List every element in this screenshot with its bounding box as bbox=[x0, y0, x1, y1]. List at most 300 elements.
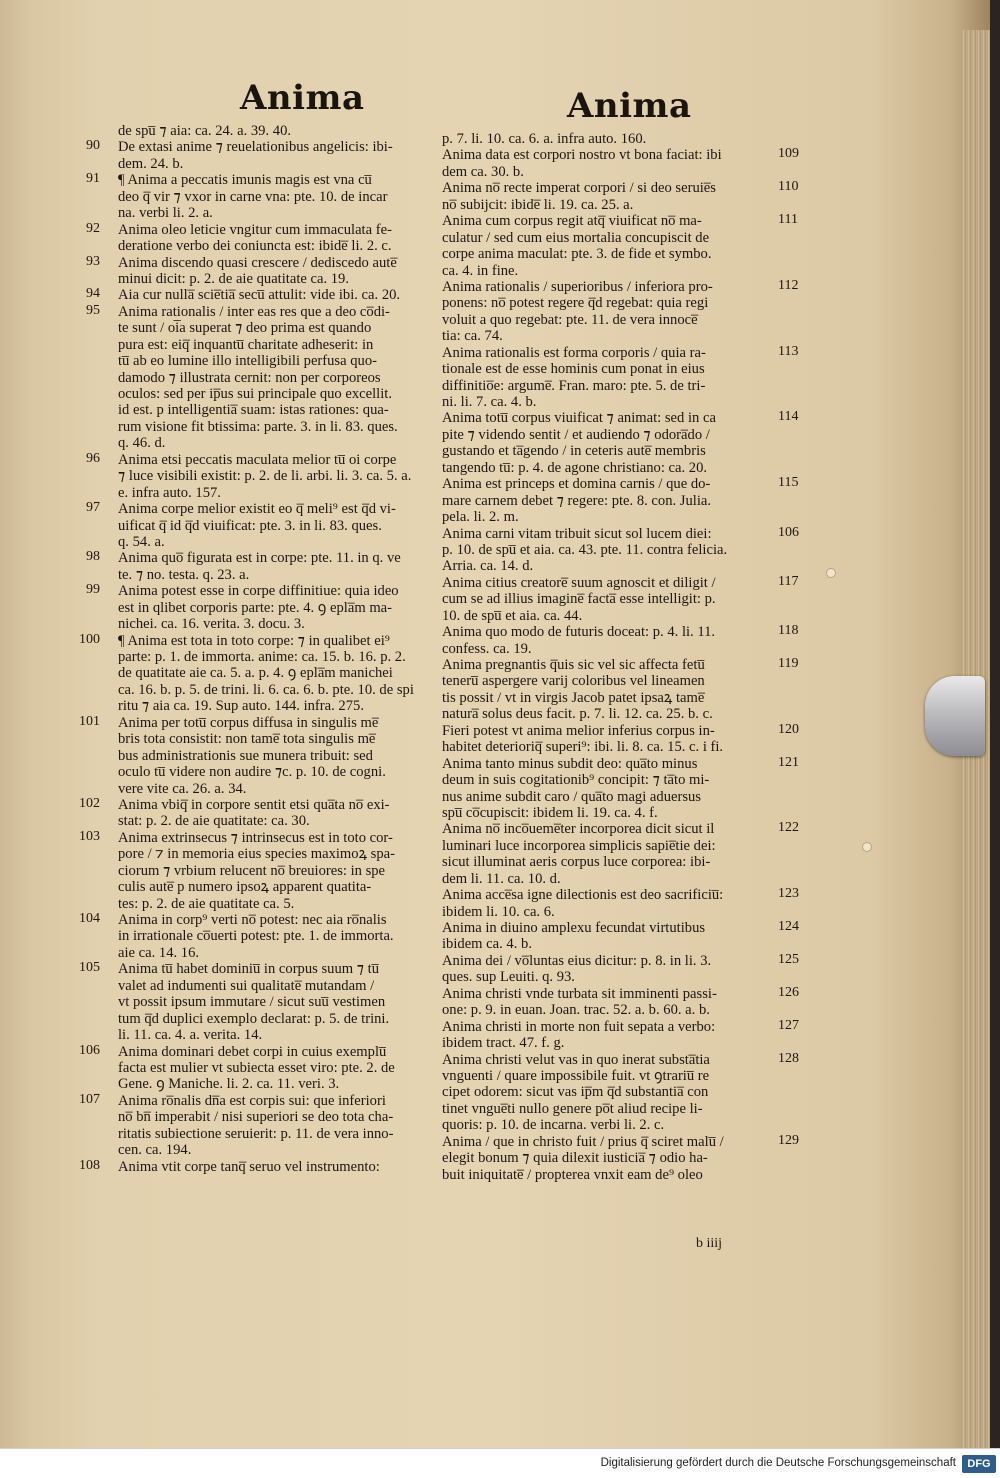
text-line bbox=[79, 1042, 448, 1060]
line-text: Anima tu̅ habet dominiu̅ in corpus suum ⁊ tu̅ bbox=[118, 961, 379, 978]
text-line bbox=[442, 820, 799, 838]
line-text: sicut illuminat aeris corpus luce corporea: ibi- bbox=[442, 854, 711, 871]
text-line bbox=[86, 450, 448, 468]
entry-number: 115 bbox=[778, 475, 799, 491]
text-line bbox=[118, 1075, 448, 1091]
line-text: corpe anima maculat: pte. 3. de fide et symbo. bbox=[442, 246, 712, 263]
footer-bar bbox=[0, 1448, 1000, 1478]
text-line bbox=[442, 1132, 799, 1150]
text-line bbox=[118, 977, 448, 993]
line-text: facta est mulier vt subiecta esset viro: pte. 2. de bbox=[118, 1059, 395, 1076]
entry-number: 118 bbox=[778, 623, 799, 639]
text-line bbox=[118, 204, 448, 220]
line-text: Anima pregnantis q̅uis sic vel sic affecta fetu̅ bbox=[442, 657, 705, 673]
line-text: uificat q̅ id q̅d viuificat: pte. 3. in li. 83. ques. bbox=[118, 517, 382, 534]
text-line bbox=[118, 1141, 448, 1157]
line-text: est in qlibet corporis parte: pte. 4. ꝯ epla̅m ma- bbox=[118, 599, 393, 616]
text-line bbox=[118, 1059, 448, 1075]
line-text: ¶ Anima est tota in toto corpe: ⁊ in qualibet ei⁹ bbox=[118, 632, 390, 649]
line-text: tis possit / vt in virgis Jacob patet ipsaꝝ tame̅ bbox=[442, 689, 705, 706]
text-line bbox=[118, 1125, 448, 1141]
line-text: Anima rationalis / inter eas res que a deo co̅di- bbox=[118, 303, 390, 320]
line-text: no̅ bn̅ imperabit / nisi superiori se deo tota cha- bbox=[118, 1109, 394, 1126]
line-text: tum q̅d duplici exemplo declarat: p. 5. de trini. bbox=[118, 1010, 390, 1027]
line-text: luminari luce incorporea simplicis sapie̅tie dei: bbox=[442, 837, 716, 854]
entry-number: 122 bbox=[778, 820, 799, 836]
entry-number: 117 bbox=[778, 573, 799, 589]
text-line bbox=[442, 1067, 782, 1083]
text-line bbox=[442, 804, 782, 820]
line-text: vere vite ca. 26. a. 34. bbox=[118, 780, 247, 797]
text-line bbox=[442, 524, 799, 542]
line-text: De extasi anime ⁊ reuelationibus angelicis: ibi- bbox=[118, 139, 393, 156]
text-line bbox=[442, 1034, 782, 1050]
line-text: culatur / sed cum eius mortalia concupiscit de bbox=[442, 229, 710, 246]
text-line bbox=[442, 853, 782, 869]
entry-number: 110 bbox=[778, 179, 799, 195]
text-line bbox=[442, 573, 799, 591]
entry-number: 91 bbox=[86, 171, 100, 187]
line-text: cipet odorem: sicut vas ip̅m q̅d substantia̅ con bbox=[442, 1084, 709, 1101]
text-line bbox=[86, 500, 448, 518]
line-text: tinet vngue̅ti nullo genere po̅t aliud recipe li- bbox=[442, 1100, 703, 1117]
right-text-column bbox=[442, 130, 799, 1183]
line-text: Anima potest esse in corpe diffinitiue: quia ideo bbox=[118, 583, 399, 600]
line-text: gustando et ta̅gendo / in ceteris aute̅ membris bbox=[442, 443, 706, 460]
text-line bbox=[442, 672, 782, 688]
line-text: diffinitio̅e: argume̅. Fran. maro: pte. 5. de tri- bbox=[442, 377, 706, 394]
line-text: natura̅ solus deus facit. p. 7. li. 12. ca. 25. b. c. bbox=[442, 706, 713, 723]
line-text: habitet deterioriq̅ superi⁹: ibi. li. 8. ca. 15. c. i fi. bbox=[442, 739, 724, 756]
text-line bbox=[442, 311, 782, 327]
text-line bbox=[79, 960, 448, 978]
line-text: Fieri potest vt anima melior inferius corpus in- bbox=[442, 722, 715, 739]
text-line bbox=[118, 763, 448, 779]
entry-number: 106 bbox=[79, 1042, 100, 1058]
text-line bbox=[442, 1001, 782, 1017]
line-text: Anima christi velut vas in quo inerat substa̅tia bbox=[442, 1051, 710, 1068]
entry-number: 107 bbox=[79, 1091, 100, 1107]
text-line bbox=[442, 968, 782, 984]
text-line bbox=[442, 1116, 782, 1132]
text-line bbox=[118, 369, 448, 385]
text-line bbox=[79, 1091, 448, 1109]
text-line bbox=[442, 689, 782, 705]
text-line bbox=[118, 664, 448, 680]
text-line bbox=[118, 336, 448, 352]
text-line bbox=[442, 984, 799, 1002]
line-text: Anima acce̅sa igne dilectionis est deo sacrificiu̅: bbox=[442, 887, 724, 904]
text-line bbox=[118, 615, 448, 631]
entry-number: 96 bbox=[86, 450, 100, 466]
entry-number: 126 bbox=[778, 984, 799, 1000]
text-line bbox=[442, 262, 782, 278]
entry-number: 121 bbox=[778, 754, 799, 770]
text-line bbox=[442, 541, 782, 557]
text-line bbox=[86, 138, 448, 156]
line-text: Anima christi vnde turbata sit imminenti passi- bbox=[442, 985, 717, 1002]
text-line bbox=[118, 747, 448, 763]
line-text: Anima extrinsecus ⁊ intrinsecus est in toto cor- bbox=[118, 829, 393, 846]
line-text: ca. 4. in fine. bbox=[442, 262, 519, 279]
line-text: Gene. ꝯ Maniche. li. 2. ca. 11. veri. 3. bbox=[118, 1076, 340, 1093]
text-line bbox=[118, 418, 448, 434]
text-line bbox=[442, 212, 798, 230]
line-text: rum visione fit btissima: parte. 3. in li. 83. ques. bbox=[118, 418, 398, 435]
text-line bbox=[118, 944, 448, 960]
line-text: in irrationale co̅uerti potest: pte. 1. de immorta. bbox=[118, 928, 394, 945]
line-text: elegit bonum ⁊ quia dilexit iusticia̅ ⁊ odio ha- bbox=[442, 1150, 708, 1167]
line-text: Anima discendo quasi crescere / dediscedo aute̅ bbox=[118, 254, 397, 271]
text-line bbox=[442, 640, 782, 656]
binding-hole bbox=[826, 568, 836, 578]
line-text: buit iniquitate̅ / propterea vnxit eam de⁹ oleo bbox=[442, 1166, 703, 1183]
line-text: quoris: p. 10. de incarna. verbi li. 2. c. bbox=[442, 1117, 665, 1134]
right-header: Anima bbox=[567, 86, 692, 126]
text-line bbox=[86, 220, 448, 238]
text-line bbox=[442, 229, 782, 245]
text-line bbox=[86, 286, 448, 304]
entry-number: 97 bbox=[86, 500, 100, 516]
text-line bbox=[442, 459, 782, 475]
line-text: de spu̅ ⁊ aia: ca. 24. a. 39. 40. bbox=[118, 123, 292, 139]
line-text: Anima dei / vo̅luntas eius dicitur: p. 8. in li. 3. bbox=[442, 952, 712, 969]
text-line bbox=[86, 549, 448, 567]
text-line bbox=[442, 919, 799, 936]
text-line bbox=[118, 270, 448, 286]
text-line bbox=[86, 582, 448, 600]
entry-number: 129 bbox=[778, 1132, 799, 1148]
line-text: ⁊ luce visibili existit: p. 2. de li. arbi. li. 3. ca. 5. a. bbox=[118, 468, 412, 485]
text-line bbox=[442, 886, 799, 904]
text-line bbox=[442, 245, 782, 261]
line-text: dem. 24. b. bbox=[118, 155, 184, 172]
text-line bbox=[118, 812, 448, 828]
entry-number: 128 bbox=[778, 1050, 799, 1066]
entry-number: 106 bbox=[778, 524, 799, 540]
text-line bbox=[442, 343, 799, 361]
text-line bbox=[118, 648, 448, 664]
line-text: mare carnem debet ⁊ regere: pte. 8. con. Julia. bbox=[442, 492, 712, 509]
line-text: ni. li. 7. ca. 4. b. bbox=[442, 394, 537, 410]
line-text: Aia cur nulla̅ scie̅tia̅ secu̅ attulit: vide ibi. ca. 20. bbox=[118, 287, 401, 304]
text-line bbox=[79, 1157, 448, 1175]
line-text: Anima carni vitam tribuit sicut sol lucem diei: bbox=[442, 525, 712, 542]
entry-number: 111 bbox=[778, 212, 798, 228]
left-header: Anima bbox=[240, 78, 365, 118]
text-line bbox=[118, 517, 448, 533]
text-line bbox=[118, 319, 448, 335]
entry-number: 101 bbox=[79, 713, 100, 729]
line-text: pura est: eiq̅ inquantu̅ charitate adheserit: in bbox=[118, 336, 374, 353]
line-text: p. 7. li. 10. ca. 6. a. infra auto. 160. bbox=[442, 131, 647, 147]
line-text: cum se ad illius imagine̅ facta̅ esse intelligit: p. bbox=[442, 591, 716, 608]
entry-number: 92 bbox=[86, 220, 100, 236]
line-text: Anima etsi peccatis maculata melior tu̅ oi corpe bbox=[118, 451, 397, 468]
text-line bbox=[442, 163, 782, 179]
text-line bbox=[442, 754, 799, 772]
line-text: p. 10. de spu̅ et aia. ca. 43. pte. 11. contra felicia. bbox=[442, 541, 728, 558]
text-line bbox=[442, 935, 782, 951]
line-text: li. 11. ca. 4. a. verita. 14. bbox=[118, 1027, 263, 1044]
text-line bbox=[442, 1017, 799, 1035]
text-line bbox=[79, 911, 448, 928]
line-text: teneru̅ aspergere varij coloribus vel lineamen bbox=[442, 673, 705, 690]
line-text: Anima no̅ inco̅ueme̅ter incorporea dicit sicut il bbox=[442, 821, 715, 838]
entry-number: 94 bbox=[86, 286, 100, 302]
line-text: vnguenti / quare impossibile fuit. vt ꝯtrariu̅ re bbox=[442, 1067, 710, 1084]
metal-clip bbox=[925, 676, 985, 756]
text-line bbox=[442, 1100, 782, 1116]
entry-number: 123 bbox=[778, 886, 799, 902]
text-line bbox=[442, 277, 799, 295]
line-text: tionale est de esse hominis cum ponat in eius bbox=[442, 361, 705, 378]
text-line bbox=[442, 1083, 782, 1099]
line-text: q. 54. a. bbox=[118, 533, 165, 550]
line-text: Anima in corp⁹ verti no̅ potest: nec aia ro̅nalis bbox=[118, 912, 387, 928]
text-line bbox=[79, 828, 448, 846]
text-line bbox=[442, 870, 782, 886]
line-text: te sunt / oi̅a superat ⁊ deo prima est quando bbox=[118, 320, 372, 337]
line-text: pore / ⁊ in memoria eius species maximoꝝ spa- bbox=[118, 846, 395, 863]
entry-number: 119 bbox=[778, 656, 799, 671]
text-line bbox=[118, 993, 448, 1009]
text-line bbox=[442, 196, 782, 212]
line-text: ciorum ⁊ vrbium relucent no̅ breuiores: in spe bbox=[118, 862, 386, 879]
signature-mark: b iiij bbox=[696, 1236, 723, 1251]
line-text: culis aute̅ p numero ipsoꝝ apparent quatita- bbox=[118, 879, 372, 896]
text-line bbox=[442, 409, 799, 427]
entry-number: 108 bbox=[79, 1157, 100, 1173]
line-text: oculo tu̅ videre non audire ⁊c. p. 10. de cogni. bbox=[118, 764, 386, 781]
entry-number: 93 bbox=[86, 253, 100, 269]
text-line bbox=[442, 656, 799, 673]
entry-number: 100 bbox=[79, 631, 100, 647]
text-line bbox=[442, 1149, 782, 1165]
line-text: deratione verbo dei coniuncta est: ibide̅ li. 2. c. bbox=[118, 238, 392, 255]
dfg-logo: DFG bbox=[962, 1455, 996, 1473]
text-line bbox=[442, 377, 782, 393]
line-text: cen. ca. 194. bbox=[118, 1142, 192, 1159]
line-text: ibidem li. 10. ca. 6. bbox=[442, 903, 555, 920]
entry-number: 109 bbox=[778, 146, 799, 162]
text-line bbox=[442, 426, 782, 442]
text-line bbox=[442, 771, 782, 787]
left-text-column bbox=[79, 122, 448, 1175]
line-text: aie ca. 14. 16. bbox=[118, 944, 200, 961]
text-line bbox=[442, 837, 782, 853]
line-text: stat: p. 2. de aie quatitate: ca. 30. bbox=[118, 813, 310, 830]
line-text: Anima cum corpus regit atq̅ viuificat no̅ ma- bbox=[442, 213, 702, 230]
line-text: Arria. ca. 14. d. bbox=[442, 558, 534, 575]
entry-number: 105 bbox=[79, 960, 100, 976]
line-text: Anima totu̅ corpus viuificat ⁊ animat: sed in ca bbox=[442, 410, 716, 427]
text-line bbox=[118, 434, 448, 450]
text-line bbox=[118, 484, 448, 500]
text-line bbox=[118, 845, 448, 861]
text-line bbox=[442, 951, 799, 969]
line-text: vt possit ipsum immutare / sicut suu̅ vestimen bbox=[118, 994, 386, 1011]
entry-number: 99 bbox=[86, 582, 100, 598]
text-line bbox=[118, 237, 448, 253]
line-text: ¶ Anima a peccatis imunis magis est vna cu̅ bbox=[118, 172, 372, 189]
text-line bbox=[442, 738, 782, 754]
entry-number: 95 bbox=[86, 302, 100, 318]
line-text: q. 46. d. bbox=[118, 435, 166, 452]
text-line bbox=[442, 327, 782, 343]
line-text: ritu ⁊ aia ca. 19. Sup auto. 144. infra. 275. bbox=[118, 698, 364, 715]
line-text: Anima est princeps et domina carnis / que do- bbox=[442, 476, 711, 493]
entry-number: 120 bbox=[778, 721, 799, 737]
text-line bbox=[118, 697, 448, 713]
text-line bbox=[118, 599, 448, 615]
line-text: deo q̅ vir ⁊ vxor in carne vna: pte. 10. de incar bbox=[118, 188, 388, 205]
entry-number: 127 bbox=[778, 1017, 799, 1033]
line-text: Anima rationalis / superioribus / inferiora pro- bbox=[442, 278, 713, 295]
line-text: one: p. 9. in euan. Joan. trac. 52. a. b. 60. a. b. bbox=[442, 1002, 710, 1019]
text-line bbox=[442, 146, 799, 164]
text-line bbox=[118, 188, 448, 204]
entry-number: 103 bbox=[79, 828, 100, 844]
text-line bbox=[442, 788, 782, 804]
text-line bbox=[118, 681, 448, 697]
text-line bbox=[118, 1108, 448, 1124]
text-line bbox=[442, 442, 782, 458]
line-text: tu̅ ab eo lumine illo intelligibili perfusa quo- bbox=[118, 353, 377, 370]
text-line bbox=[118, 122, 448, 138]
text-line bbox=[79, 713, 448, 731]
text-line bbox=[118, 1026, 448, 1042]
line-text: Anima rationalis est forma corporis / quia ra- bbox=[442, 344, 706, 361]
line-text: nichei. ca. 16. verita. 3. docu. 3. bbox=[118, 616, 305, 633]
text-line bbox=[118, 155, 448, 171]
text-line bbox=[79, 631, 448, 649]
text-line bbox=[86, 302, 448, 320]
text-line bbox=[442, 1166, 782, 1182]
line-text: Anima vbiq̅ in corpore sentit etsi qua̅ta no̅ exi- bbox=[118, 796, 390, 813]
text-line bbox=[442, 557, 782, 573]
line-text: Anima vtit corpe tanq̅ seruo vel instrumento: bbox=[118, 1158, 380, 1175]
text-line bbox=[442, 130, 782, 146]
line-text: ibidem tract. 47. f. g. bbox=[442, 1035, 565, 1052]
line-text: ques. sup Leuiti. q. 93. bbox=[442, 969, 575, 986]
text-line bbox=[442, 475, 799, 493]
entry-number: 104 bbox=[79, 911, 100, 926]
line-text: dem ca. 30. b. bbox=[442, 163, 524, 180]
text-line bbox=[442, 623, 799, 641]
entry-number: 124 bbox=[778, 919, 799, 934]
line-text: pela. li. 2. m. bbox=[442, 509, 519, 526]
line-text: Anima in diuino amplexu fecundat virtutibus bbox=[442, 920, 706, 936]
line-text: e. infra auto. 157. bbox=[118, 484, 221, 501]
line-text: na. verbi li. 2. a. bbox=[118, 205, 213, 222]
entry-number: 90 bbox=[86, 138, 100, 154]
line-text: id est. p intelligentia̅ suam: istas rationes: qua- bbox=[118, 402, 389, 419]
text-line bbox=[86, 253, 448, 271]
line-text: Anima / que in christo fuit / prius q̅ sciret malu̅ / bbox=[442, 1133, 724, 1150]
line-text: oculos: sed per ip̅us sui principale quo excellit. bbox=[118, 386, 392, 402]
line-text: Anima quo̅ figurata est in corpe: pte. 11. in q. ve bbox=[118, 550, 401, 567]
line-text: deum in suis cogitationib⁹ concipit: ⁊ ta̅to mi- bbox=[442, 772, 710, 789]
line-text: bris tota consistit: non tame̅ tota singulis me̅ bbox=[118, 731, 376, 748]
line-text: Anima citius creatore̅ suum agnoscit et diligit / bbox=[442, 574, 716, 591]
text-line bbox=[442, 721, 799, 739]
line-text: Anima per totu̅ corpus diffusa in singulis me̅ bbox=[118, 714, 379, 731]
text-line bbox=[442, 393, 782, 409]
line-text: bus administrationis sue munera tribuit: sed bbox=[118, 747, 373, 764]
line-text: tia: ca. 74. bbox=[442, 328, 503, 345]
entry-number: 125 bbox=[778, 951, 799, 967]
entry-number: 114 bbox=[778, 409, 799, 425]
line-text: Anima no̅ recte imperat corpori / si deo seruie̅s bbox=[442, 180, 716, 197]
line-text: de quatitate aie ca. 5. a. p. 4. ꝯ epla̅m manichei bbox=[118, 665, 393, 682]
entry-number: 98 bbox=[86, 549, 100, 565]
line-text: Anima dominari debet corpi in cuius exemplu̅ bbox=[118, 1043, 387, 1060]
text-line bbox=[118, 878, 448, 894]
entry-number: 102 bbox=[79, 795, 100, 811]
line-text: ritatis subiectione seruierit: p. 11. de vera inno- bbox=[118, 1125, 394, 1142]
footer-credit: Digitalisierung gefördert durch die Deutsche Forschungsgemeinschaft bbox=[600, 1457, 956, 1469]
text-line bbox=[118, 566, 448, 582]
line-text: ibidem ca. 4. b. bbox=[442, 936, 532, 953]
line-text: Anima data est corpori nostro vt bona faciat: ibi bbox=[442, 147, 722, 164]
text-line bbox=[442, 360, 782, 376]
line-text: pite ⁊ videndo sentit / et audiendo ⁊ odora̅do / bbox=[442, 426, 710, 443]
text-line bbox=[442, 1050, 799, 1068]
text-line bbox=[118, 401, 448, 417]
line-text: tes: p. 2. de aie quatitate ca. 5. bbox=[118, 895, 295, 912]
text-line bbox=[442, 492, 782, 508]
line-text: dem li. 11. ca. 10. d. bbox=[442, 870, 561, 887]
text-line bbox=[118, 467, 448, 483]
text-line bbox=[118, 730, 448, 746]
line-text: Anima christi in morte non fuit sepata a verbo: bbox=[442, 1018, 716, 1035]
text-line bbox=[118, 533, 448, 549]
line-text: Anima ro̅nalis dn̅a est corpis sui: que inferiori bbox=[118, 1092, 386, 1109]
line-text: parte: p. 1. de immorta. anime: ca. 15. b. 16. p. 2. bbox=[118, 649, 406, 665]
text-line bbox=[118, 780, 448, 796]
entry-number: 112 bbox=[778, 277, 799, 293]
text-line bbox=[118, 862, 448, 878]
text-line bbox=[442, 607, 782, 623]
text-line bbox=[442, 590, 782, 606]
text-line bbox=[118, 895, 448, 911]
line-text: voluit a quo regebat: pte. 11. de vera innoce̅ bbox=[442, 311, 698, 328]
line-text: confess. ca. 19. bbox=[442, 640, 532, 657]
line-text: damodo ⁊ illustrata cernit: non per corporeos bbox=[118, 369, 381, 386]
line-text: minui dicit: p. 2. de aie quatitate ca. 19. bbox=[118, 270, 349, 287]
line-text: valet ad indumenti sui qualitate̅ mutandam / bbox=[118, 977, 375, 994]
binding-hole bbox=[862, 842, 872, 852]
text-line bbox=[118, 1010, 448, 1026]
text-line bbox=[442, 903, 782, 919]
text-line bbox=[442, 179, 799, 197]
text-line bbox=[118, 385, 448, 401]
line-text: 10. de spu̅ et aia. ca. 44. bbox=[442, 607, 583, 624]
text-line bbox=[79, 795, 448, 813]
line-text: Anima tanto minus subdit deo: qua̅to minus bbox=[442, 755, 698, 772]
entry-number: 113 bbox=[778, 343, 799, 359]
line-text: te. ⁊ no. testa. q. 23. a. bbox=[118, 566, 250, 583]
line-text: Anima corpe melior existit eo q̅ meli⁹ est q̅d vi- bbox=[118, 501, 396, 518]
line-text: Anima oleo leticie vngitur cum immaculata fe- bbox=[118, 221, 392, 238]
text-line bbox=[118, 352, 448, 368]
text-line bbox=[442, 508, 782, 524]
text-line bbox=[86, 171, 448, 189]
text-line bbox=[118, 927, 448, 943]
line-text: tangendo tu̅: p. 4. de agone christiano: ca. 20. bbox=[442, 459, 708, 476]
line-text: ca. 16. b. p. 5. de trini. li. 6. ca. 6. b. pte. 10. de spi bbox=[118, 681, 414, 698]
